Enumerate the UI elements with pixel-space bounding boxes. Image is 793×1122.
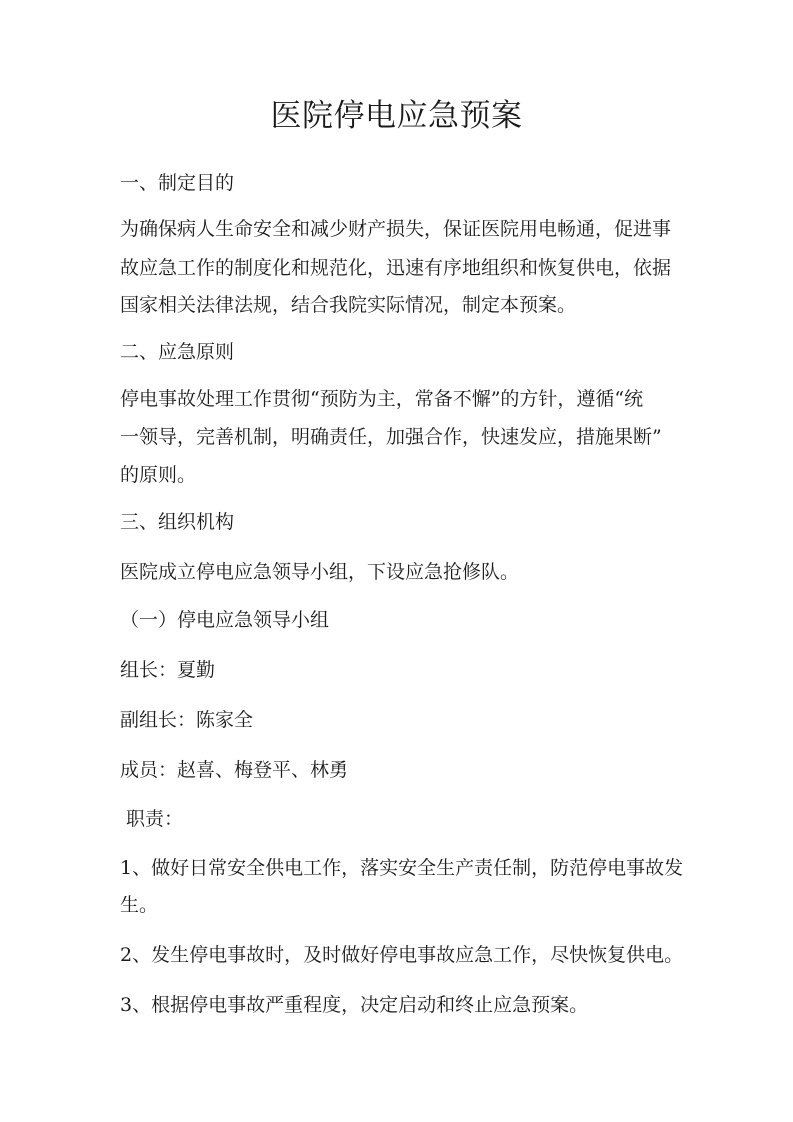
page-title: 医院停电应急预案: [270, 98, 523, 134]
section-heading-organization: 三、组织机构: [120, 511, 235, 533]
section-heading-purpose: 一、制定目的: [120, 172, 235, 194]
subheading-leadership-group: （一）停电应急领导小组: [120, 609, 330, 631]
duty-item-1: 1、做好日常安全供电工作，落实安全生产责任制，防范停电事故发: [120, 857, 684, 879]
duties-label: 职责：: [126, 808, 184, 830]
paragraph-line: 的原则。: [120, 464, 197, 486]
paragraph-line: 国家相关法律法规，结合我院实际情况，制定本预案。: [120, 294, 577, 316]
duty-item-2: 2、发生停电事故时，及时做好停电事故应急工作，尽快恢复供电。: [120, 944, 684, 966]
deputy-leader-line: 副组长：陈家全: [120, 709, 254, 731]
duty-item-1-continued: 生。: [120, 894, 159, 916]
paragraph-line: 故应急工作的制度化和规范化，迅速有序地组织和恢复供电，依据: [120, 257, 672, 279]
paragraph-line: 一领导，完善机制，明确责任，加强合作，快速发应，措施果断”: [120, 426, 662, 448]
section-heading-principles: 二、应急原则: [120, 341, 235, 363]
paragraph-line: 医院成立停电应急领导小组，下设应急抢修队。: [120, 561, 520, 583]
members-line: 成员：赵喜、梅登平、林勇: [120, 759, 349, 781]
paragraph-line: 为确保病人生命安全和减少财产损失，保证医院用电畅通，促进事: [120, 218, 672, 240]
duty-item-3: 3、根据停电事故严重程度，决定启动和终止应急预案。: [120, 994, 589, 1016]
paragraph-line: 停电事故处理工作贯彻“预防为主，常备不懈”的方针，遵循“统: [120, 388, 644, 410]
leader-line: 组长：夏勤: [120, 659, 216, 681]
